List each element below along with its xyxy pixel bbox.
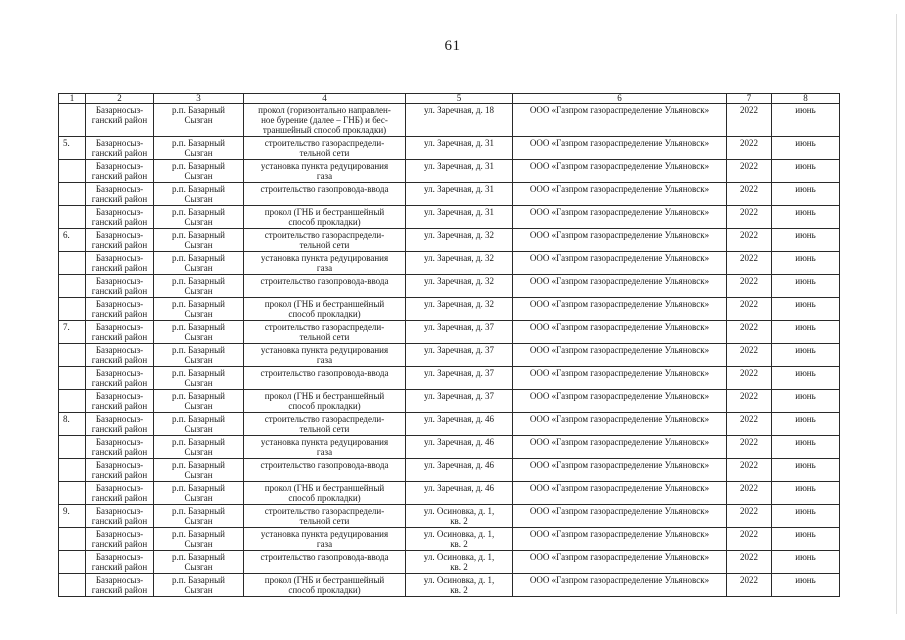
organization-cell: ООО «Газпром газораспределение Ульяновск»: [513, 183, 727, 206]
table-row: [59, 436, 840, 459]
work-type-cell: строительство газораспредели- тельной сети: [244, 413, 406, 436]
organization-cell: ООО «Газпром газораспределение Ульяновск»: [513, 482, 727, 505]
district-cell: Базарносыз- ганский район: [86, 459, 154, 482]
table-row: [59, 275, 840, 298]
month-cell: июнь: [772, 321, 840, 344]
district-cell: Базарносыз- ганский район: [86, 321, 154, 344]
organization-cell: ООО «Газпром газораспределение Ульяновск»: [513, 390, 727, 413]
row-number: [59, 574, 86, 597]
work-type-cell: установка пункта редуцирования газа: [244, 344, 406, 367]
table-row: [59, 574, 840, 597]
year-cell: 2022: [727, 413, 772, 436]
row-number: [59, 206, 86, 229]
address-cell: ул. Заречная, д. 31: [406, 160, 513, 183]
row-number: [59, 104, 86, 137]
settlement-cell: р.п. Базарный Сызган: [154, 137, 244, 160]
row-number: [59, 367, 86, 390]
settlement-cell: р.п. Базарный Сызган: [154, 459, 244, 482]
district-cell: Базарносыз- ганский район: [86, 229, 154, 252]
table-row: [59, 482, 840, 505]
work-type-cell: строительство газопровода-ввода: [244, 183, 406, 206]
column-number-5: 5: [406, 94, 513, 104]
year-cell: 2022: [727, 206, 772, 229]
work-type-cell: строительство газопровода-ввода: [244, 367, 406, 390]
organization-cell: ООО «Газпром газораспределение Ульяновск»: [513, 551, 727, 574]
month-cell: июнь: [772, 183, 840, 206]
table-row: [59, 183, 840, 206]
table-row: [59, 344, 840, 367]
table-row: [59, 528, 840, 551]
work-type-cell: строительство газораспредели- тельной сети: [244, 321, 406, 344]
year-cell: 2022: [727, 229, 772, 252]
district-cell: Базарносыз- ганский район: [86, 551, 154, 574]
year-cell: 2022: [727, 459, 772, 482]
address-cell: ул. Заречная, д. 31: [406, 137, 513, 160]
year-cell: 2022: [727, 574, 772, 597]
row-number: 7.: [59, 321, 86, 344]
district-cell: Базарносыз- ганский район: [86, 367, 154, 390]
row-number: 5.: [59, 137, 86, 160]
address-cell: ул. Заречная, д. 46: [406, 459, 513, 482]
address-cell: ул. Заречная, д. 18: [406, 104, 513, 137]
column-number-6: 6: [513, 94, 727, 104]
month-cell: июнь: [772, 367, 840, 390]
district-cell: Базарносыз- ганский район: [86, 528, 154, 551]
table-row: [59, 252, 840, 275]
organization-cell: ООО «Газпром газораспределение Ульяновск»: [513, 160, 727, 183]
work-type-cell: строительство газораспредели- тельной сети: [244, 137, 406, 160]
organization-cell: ООО «Газпром газораспределение Ульяновск»: [513, 436, 727, 459]
address-cell: ул. Заречная, д. 31: [406, 206, 513, 229]
address-cell: ул. Заречная, д. 46: [406, 482, 513, 505]
organization-cell: ООО «Газпром газораспределение Ульяновск»: [513, 574, 727, 597]
row-number: [59, 482, 86, 505]
column-number-3: 3: [154, 94, 244, 104]
works-table-container: [58, 93, 839, 597]
column-number-1: 1: [59, 94, 86, 104]
district-cell: Базарносыз- ганский район: [86, 436, 154, 459]
address-cell: ул. Заречная, д. 37: [406, 321, 513, 344]
settlement-cell: р.п. Базарный Сызган: [154, 229, 244, 252]
district-cell: Базарносыз- ганский район: [86, 104, 154, 137]
address-cell: ул. Заречная, д. 37: [406, 367, 513, 390]
page-number: 61: [444, 38, 461, 54]
settlement-cell: р.п. Базарный Сызган: [154, 183, 244, 206]
row-number: [59, 252, 86, 275]
address-cell: ул. Заречная, д. 37: [406, 390, 513, 413]
row-number: 8.: [59, 413, 86, 436]
settlement-cell: р.п. Базарный Сызган: [154, 528, 244, 551]
table-header: [59, 94, 840, 104]
settlement-cell: р.п. Базарный Сызган: [154, 275, 244, 298]
month-cell: июнь: [772, 206, 840, 229]
district-cell: Базарносыз- ганский район: [86, 160, 154, 183]
organization-cell: ООО «Газпром газораспределение Ульяновск»: [513, 505, 727, 528]
year-cell: 2022: [727, 275, 772, 298]
settlement-cell: р.п. Базарный Сызган: [154, 390, 244, 413]
year-cell: 2022: [727, 505, 772, 528]
year-cell: 2022: [727, 298, 772, 321]
work-type-cell: строительство газораспредели- тельной сети: [244, 505, 406, 528]
settlement-cell: р.п. Базарный Сызган: [154, 551, 244, 574]
year-cell: 2022: [727, 160, 772, 183]
address-cell: ул. Заречная, д. 32: [406, 275, 513, 298]
settlement-cell: р.п. Базарный Сызган: [154, 321, 244, 344]
month-cell: июнь: [772, 252, 840, 275]
district-cell: Базарносыз- ганский район: [86, 206, 154, 229]
year-cell: 2022: [727, 137, 772, 160]
address-cell: ул. Осиновка, д. 1, кв. 2: [406, 528, 513, 551]
work-type-cell: установка пункта редуцирования газа: [244, 436, 406, 459]
organization-cell: ООО «Газпром газораспределение Ульяновск»: [513, 459, 727, 482]
organization-cell: ООО «Газпром газораспределение Ульяновск»: [513, 275, 727, 298]
settlement-cell: р.п. Базарный Сызган: [154, 482, 244, 505]
month-cell: июнь: [772, 275, 840, 298]
settlement-cell: р.п. Базарный Сызган: [154, 574, 244, 597]
year-cell: 2022: [727, 367, 772, 390]
settlement-cell: р.п. Базарный Сызган: [154, 436, 244, 459]
organization-cell: ООО «Газпром газораспределение Ульяновск»: [513, 413, 727, 436]
table-row: [59, 390, 840, 413]
settlement-cell: р.п. Базарный Сызган: [154, 344, 244, 367]
organization-cell: ООО «Газпром газораспределение Ульяновск»: [513, 104, 727, 137]
scan-edge-line: [896, 14, 897, 614]
row-number: [59, 298, 86, 321]
year-cell: 2022: [727, 104, 772, 137]
district-cell: Базарносыз- ганский район: [86, 390, 154, 413]
month-cell: июнь: [772, 505, 840, 528]
settlement-cell: р.п. Базарный Сызган: [154, 413, 244, 436]
month-cell: июнь: [772, 137, 840, 160]
month-cell: июнь: [772, 413, 840, 436]
work-type-cell: строительство газопровода-ввода: [244, 551, 406, 574]
row-number: [59, 528, 86, 551]
row-number: [59, 344, 86, 367]
address-cell: ул. Осиновка, д. 1, кв. 2: [406, 551, 513, 574]
organization-cell: ООО «Газпром газораспределение Ульяновск»: [513, 252, 727, 275]
table-row: [59, 505, 840, 528]
address-cell: ул. Заречная, д. 32: [406, 229, 513, 252]
settlement-cell: р.п. Базарный Сызган: [154, 160, 244, 183]
table-row: [59, 206, 840, 229]
row-number: 6.: [59, 229, 86, 252]
organization-cell: ООО «Газпром газораспределение Ульяновск»: [513, 137, 727, 160]
organization-cell: ООО «Газпром газораспределение Ульяновск»: [513, 528, 727, 551]
row-number: 9.: [59, 505, 86, 528]
address-cell: ул. Заречная, д. 32: [406, 298, 513, 321]
year-cell: 2022: [727, 528, 772, 551]
row-number: [59, 183, 86, 206]
work-type-cell: прокол (ГНБ и бестраншейный способ прокладки): [244, 298, 406, 321]
work-type-cell: установка пункта редуцирования газа: [244, 160, 406, 183]
month-cell: июнь: [772, 436, 840, 459]
work-type-cell: установка пункта редуцирования газа: [244, 252, 406, 275]
table-row: [59, 137, 840, 160]
table-row: [59, 551, 840, 574]
works-table: [58, 93, 840, 597]
month-cell: июнь: [772, 528, 840, 551]
row-number: [59, 275, 86, 298]
year-cell: 2022: [727, 436, 772, 459]
table-row: [59, 160, 840, 183]
district-cell: Базарносыз- ганский район: [86, 413, 154, 436]
column-number-row: [59, 94, 840, 104]
table-row: [59, 413, 840, 436]
work-type-cell: прокол (ГНБ и бестраншейный способ прокладки): [244, 482, 406, 505]
settlement-cell: р.п. Базарный Сызган: [154, 104, 244, 137]
organization-cell: ООО «Газпром газораспределение Ульяновск»: [513, 367, 727, 390]
district-cell: Базарносыз- ганский район: [86, 252, 154, 275]
month-cell: июнь: [772, 229, 840, 252]
district-cell: Базарносыз- ганский район: [86, 482, 154, 505]
address-cell: ул. Заречная, д. 37: [406, 344, 513, 367]
row-number: [59, 459, 86, 482]
row-number: [59, 160, 86, 183]
month-cell: июнь: [772, 459, 840, 482]
row-number: [59, 551, 86, 574]
district-cell: Базарносыз- ганский район: [86, 275, 154, 298]
table-row: [59, 104, 840, 137]
table-row: [59, 367, 840, 390]
settlement-cell: р.п. Базарный Сызган: [154, 367, 244, 390]
settlement-cell: р.п. Базарный Сызган: [154, 252, 244, 275]
organization-cell: ООО «Газпром газораспределение Ульяновск»: [513, 229, 727, 252]
table-row: [59, 459, 840, 482]
work-type-cell: прокол (ГНБ и бестраншейный способ прокладки): [244, 574, 406, 597]
address-cell: ул. Заречная, д. 46: [406, 413, 513, 436]
table-body: [59, 104, 840, 597]
row-number: [59, 436, 86, 459]
month-cell: июнь: [772, 104, 840, 137]
year-cell: 2022: [727, 321, 772, 344]
address-cell: ул. Осиновка, д. 1, кв. 2: [406, 505, 513, 528]
district-cell: Базарносыз- ганский район: [86, 344, 154, 367]
district-cell: Базарносыз- ганский район: [86, 298, 154, 321]
table-row: [59, 321, 840, 344]
month-cell: июнь: [772, 160, 840, 183]
district-cell: Базарносыз- ганский район: [86, 183, 154, 206]
column-number-4: 4: [244, 94, 406, 104]
column-number-7: 7: [727, 94, 772, 104]
settlement-cell: р.п. Базарный Сызган: [154, 206, 244, 229]
month-cell: июнь: [772, 574, 840, 597]
row-number: [59, 390, 86, 413]
district-cell: Базарносыз- ганский район: [86, 137, 154, 160]
work-type-cell: прокол (ГНБ и бестраншейный способ прокладки): [244, 390, 406, 413]
work-type-cell: строительство газопровода-ввода: [244, 275, 406, 298]
year-cell: 2022: [727, 482, 772, 505]
column-number-2: 2: [86, 94, 154, 104]
year-cell: 2022: [727, 551, 772, 574]
month-cell: июнь: [772, 344, 840, 367]
address-cell: ул. Заречная, д. 32: [406, 252, 513, 275]
table-row: [59, 298, 840, 321]
address-cell: ул. Осиновка, д. 1, кв. 2: [406, 574, 513, 597]
work-type-cell: прокол (ГНБ и бестраншейный способ прокладки): [244, 206, 406, 229]
district-cell: Базарносыз- ганский район: [86, 574, 154, 597]
work-type-cell: строительство газораспредели- тельной сети: [244, 229, 406, 252]
organization-cell: ООО «Газпром газораспределение Ульяновск»: [513, 344, 727, 367]
month-cell: июнь: [772, 482, 840, 505]
month-cell: июнь: [772, 390, 840, 413]
year-cell: 2022: [727, 183, 772, 206]
year-cell: 2022: [727, 252, 772, 275]
organization-cell: ООО «Газпром газораспределение Ульяновск»: [513, 321, 727, 344]
year-cell: 2022: [727, 344, 772, 367]
organization-cell: ООО «Газпром газораспределение Ульяновск»: [513, 206, 727, 229]
work-type-cell: установка пункта редуцирования газа: [244, 528, 406, 551]
work-type-cell: строительство газопровода-ввода: [244, 459, 406, 482]
organization-cell: ООО «Газпром газораспределение Ульяновск»: [513, 298, 727, 321]
work-type-cell: прокол (горизонтально направлен- ное бурение (далее – ГНБ) и бес- траншейный способ прокладки): [244, 104, 406, 137]
month-cell: июнь: [772, 551, 840, 574]
address-cell: ул. Заречная, д. 46: [406, 436, 513, 459]
settlement-cell: р.п. Базарный Сызган: [154, 505, 244, 528]
year-cell: 2022: [727, 390, 772, 413]
table-row: [59, 229, 840, 252]
month-cell: июнь: [772, 298, 840, 321]
column-number-8: 8: [772, 94, 840, 104]
address-cell: ул. Заречная, д. 31: [406, 183, 513, 206]
settlement-cell: р.п. Базарный Сызган: [154, 298, 244, 321]
district-cell: Базарносыз- ганский район: [86, 505, 154, 528]
